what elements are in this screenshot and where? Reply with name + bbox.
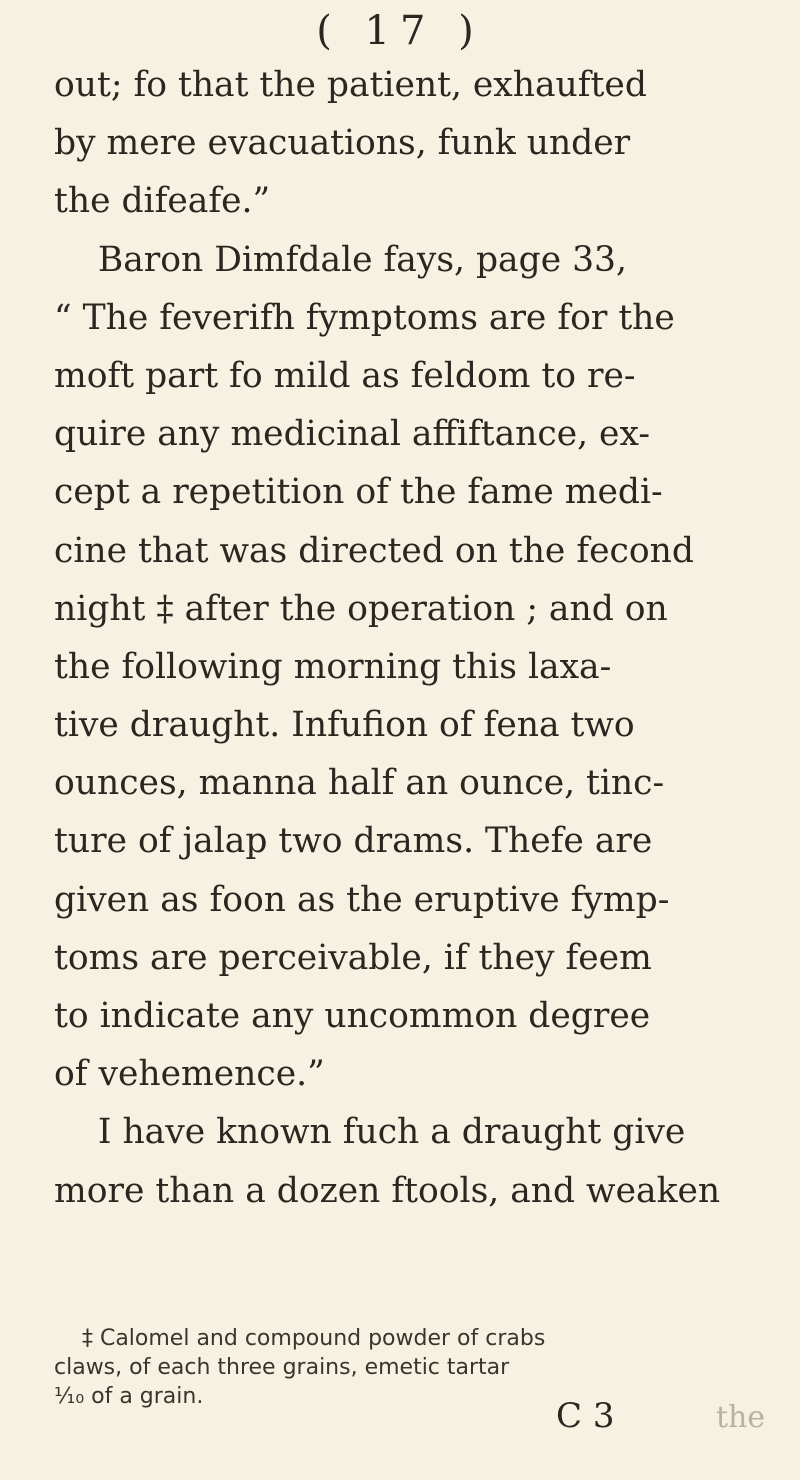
text-line: ounces, manna half an ounce, tinc- (54, 763, 665, 804)
text-line: ture of jalap two drams. Thefe are (54, 821, 653, 862)
text-line: of vehemence.” (54, 1054, 325, 1095)
text-line: cept a repetition of the fame medi- (54, 472, 663, 513)
footnote (54, 1324, 754, 1411)
body-text (54, 56, 754, 1220)
text-line: I have known fuch a draught give (54, 1112, 686, 1153)
text-line: by mere evacuations, funk under (54, 123, 631, 164)
text-line: cine that was directed on the fecond (54, 530, 694, 571)
text-line: the following morning this laxa- (54, 646, 612, 687)
text-line: given as foon as the eruptive fymp- (54, 879, 670, 920)
text-line: night ‡ after the operation ; and on (54, 588, 668, 629)
footnote-line: claws, of each three grains, emetic tartar (54, 1355, 510, 1380)
text-line: Baron Dimfdale fays, page 33, (54, 239, 627, 280)
page-number-header: ( 17 ) (316, 8, 484, 54)
text-line: moft part fo mild as feldom to re- (54, 355, 636, 396)
text-line: toms are perceivable, if they feem (54, 937, 652, 978)
text-line: out; fo that the patient, exhaufted (54, 65, 647, 105)
footnote-line: ‡ Calomel and compound powder of crabs (54, 1326, 546, 1351)
text-line: tive draught. Infufion of fena two (54, 705, 635, 746)
signature-mark: C 3 (556, 1396, 615, 1436)
text-line: the difeafe.” (54, 181, 271, 222)
text-line: more than a dozen ftools, and weaken (54, 1170, 721, 1211)
text-line: quire any medicinal affiftance, ex- (54, 414, 650, 455)
catchword: the (716, 1400, 766, 1435)
footnote-line: ¹⁄₁₀ of a grain. (54, 1384, 204, 1409)
text-line: to indicate any uncommon degree (54, 996, 651, 1036)
text-line: “ The feverifh fymptoms are for the (54, 297, 675, 338)
